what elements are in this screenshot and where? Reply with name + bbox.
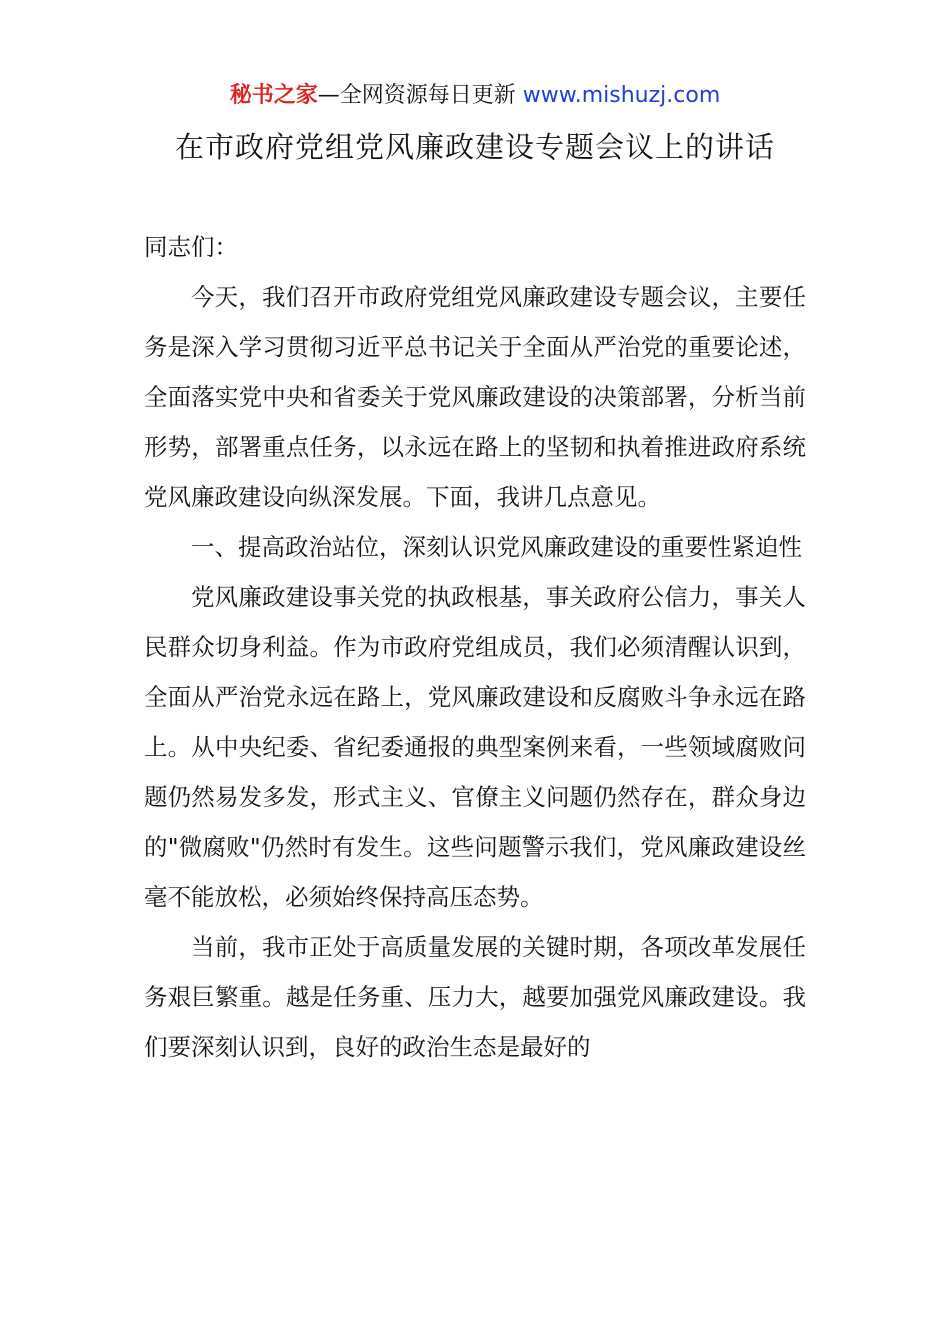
brand-name: 秘书之家: [229, 83, 318, 108]
document-title: 在市政府党组党风廉政建设专题会议上的讲话: [174, 130, 775, 164]
paragraph: 当前，我市正处于高质量发展的关键时期，各项改革发展任务艰巨繁重。越是任务重、压力大，越要加强党风廉政建设。我们要深刻认识到，良好的政治生态是最好的: [144, 933, 806, 1061]
site-url-link[interactable]: www.mishuzj.com: [522, 83, 721, 108]
document-body: [144, 222, 806, 1072]
salutation: 同志们：: [144, 233, 238, 261]
site-header: [0, 80, 950, 112]
header-tagline: —全网资源每日更新: [317, 83, 523, 108]
paragraph: 今天，我们召开市政府党组党风廉政建设专题会议，主要任务是深入学习贯彻习近平总书记关于全面从严治党的重要论述，全面落实党中央和省委关于党风廉政建设的决策部署，分析当前形势，部署重点任务，以永远在路上的坚韧和执着推进政府系统党风廉政建设向纵深发展。下面，我讲几点意见。: [144, 283, 806, 511]
section-heading: 一、提高政治站位，深刻认识党风廉政建设的重要性紧迫性: [191, 533, 802, 561]
paragraph: 党风廉政建设事关党的执政根基，事关政府公信力，事关人民群众切身利益。作为市政府党组成员，我们必须清醒认识到，全面从严治党永远在路上，党风廉政建设和反腐败斗争永远在路上。从中央纪委、省纪委通报的典型案例来看，一些领域腐败问题仍然易发多发，形式主义、官僚主义问题仍然存在，群众身边的"微腐败"仍然时有发生。这些问题警示我们，党风廉政建设丝毫不能放松，必须始终保持高压态势。: [144, 583, 806, 911]
